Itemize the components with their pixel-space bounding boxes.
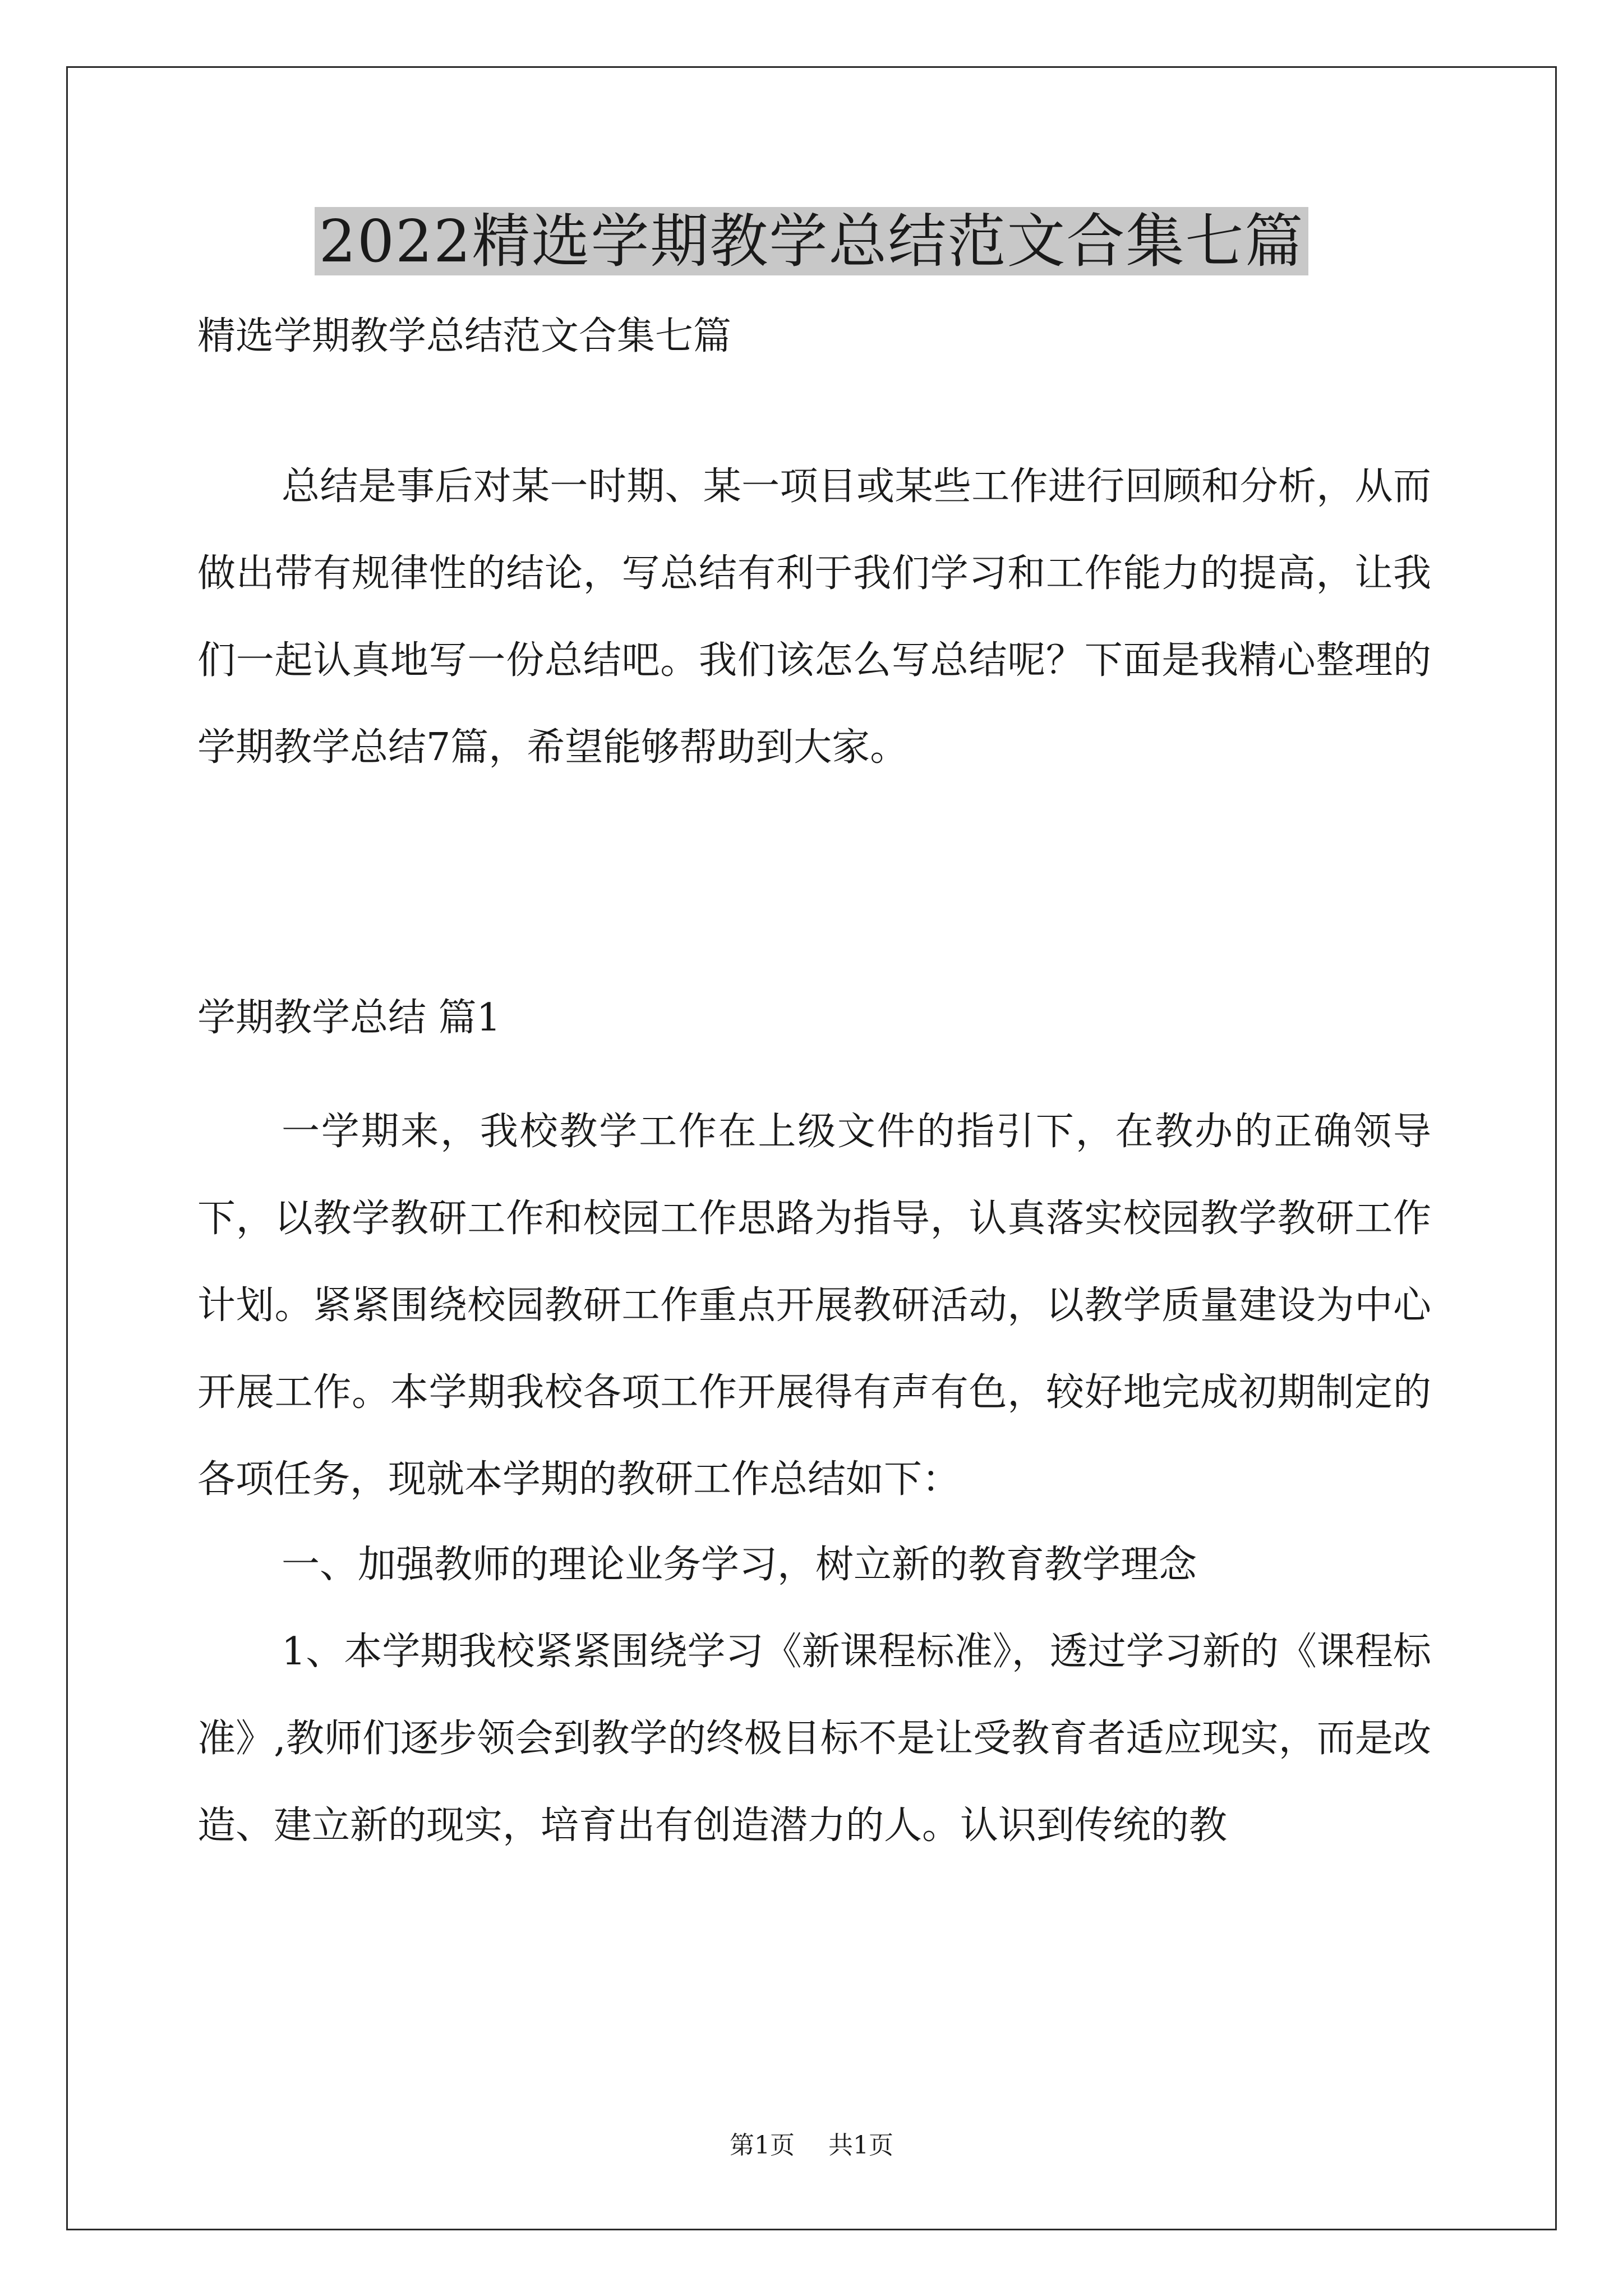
page-footer xyxy=(0,2129,1623,2162)
page-number: 第1页 xyxy=(730,2131,795,2160)
intro-paragraph: 总结是事后对某一时期、某一项目或某些工作进行回顾和分析，从而做出带有规律性的结论，写总结有利于我们学习和工作能力的提高，让我们一起认真地写一份总结吧。我们该怎么写总结呢？下面是我精心整理的学期教学总结7篇，希望能够帮助到大家。 xyxy=(197,464,1431,770)
document-title xyxy=(0,202,1623,280)
subsection-heading: 一、加强教师的理论业务学习，树立新的教育教学理念 xyxy=(282,1543,1197,1587)
numbered-paragraph: 1、本学期我校紧紧围绕学习《新课程标准》，透过学习新的《课程标准》,教师们逐步领会到教学的终极目标不是让受教育者适应现实，而是改造、建立新的现实，培育出有创造潜力的人。认识到传统的教 xyxy=(197,1630,1431,1848)
page-total: 共1页 xyxy=(828,2131,893,2160)
document-title-text: 2022精选学期教学总结范文合集七篇 xyxy=(315,207,1309,275)
body-paragraph: 一学期来，我校教学工作在上级文件的指引下，在教办的正确领导下，以教学教研工作和校园工作思路为指导，认真落实校园教学教研工作计划。紧紧围绕校园教研工作重点开展教研活动，以教学质量建设为中心开展工作。本学期我校各项工作开展得有声有色，较好地完成初期制定的各项任务，现就本学期的教研工作总结如下： xyxy=(197,1110,1431,1502)
section-heading: 学期教学总结 篇1 xyxy=(197,996,501,1040)
document-subtitle: 精选学期教学总结范文合集七篇 xyxy=(197,314,732,358)
